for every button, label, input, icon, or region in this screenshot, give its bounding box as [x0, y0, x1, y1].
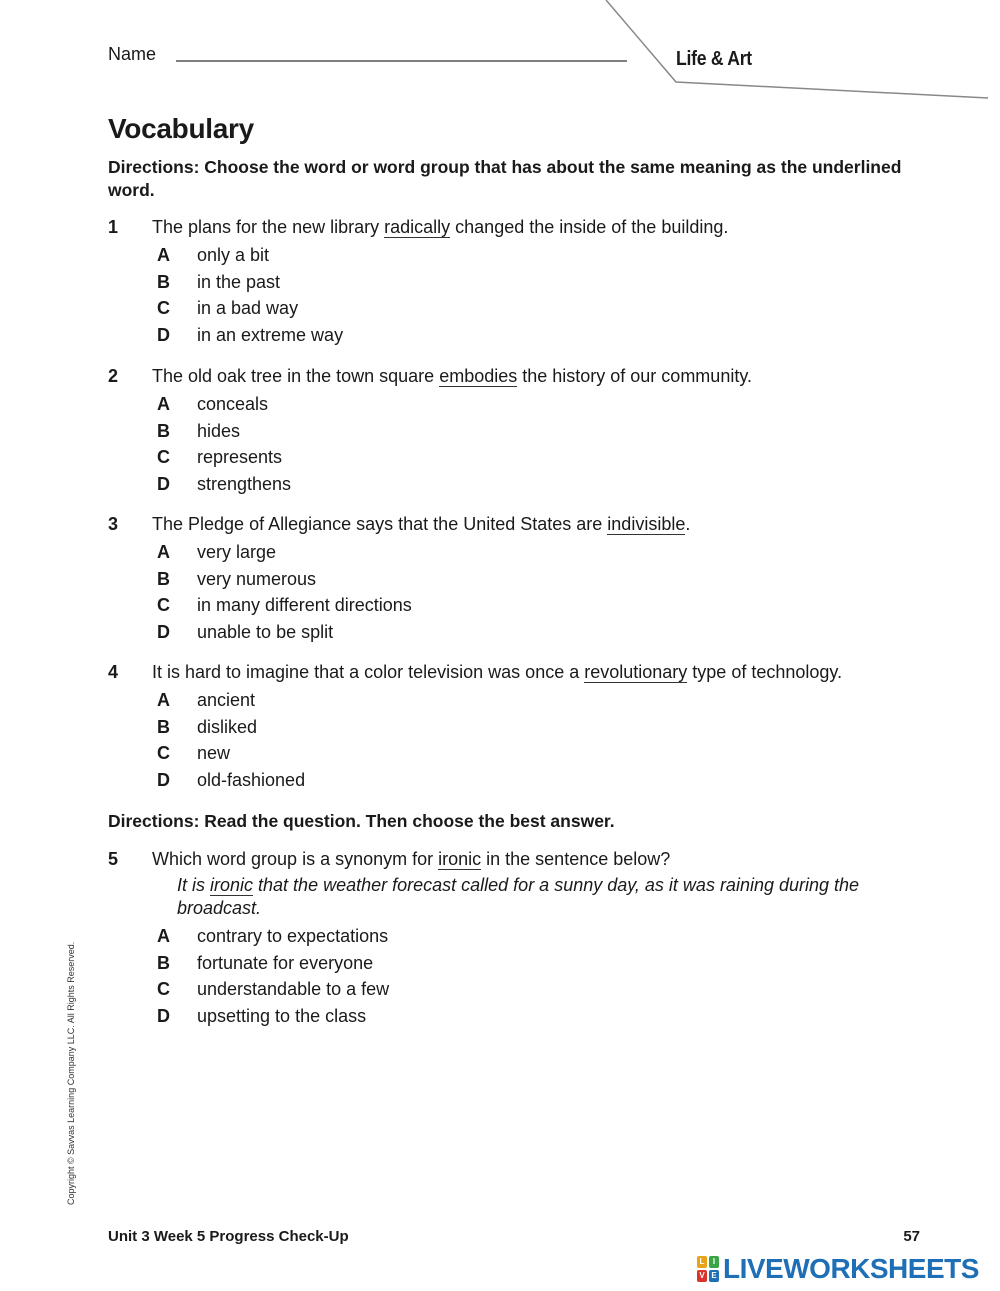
- question-stem: [108, 660, 958, 684]
- underlined-word: indivisible: [607, 514, 686, 534]
- name-label: Name: [108, 44, 157, 64]
- option-letter: C: [157, 743, 170, 763]
- section-title: Vocabulary: [108, 113, 254, 144]
- option-text: very large: [197, 542, 277, 562]
- logo-tile: L: [697, 1256, 707, 1268]
- answer-option[interactable]: [108, 1003, 958, 1030]
- answer-option[interactable]: [108, 976, 958, 1003]
- question-number: 5: [108, 849, 119, 869]
- option-text: very numerous: [197, 568, 317, 589]
- answer-options: [108, 242, 958, 348]
- option-letter: C: [157, 298, 170, 318]
- answer-option[interactable]: [108, 539, 958, 566]
- answer-option[interactable]: [108, 714, 958, 741]
- option-text: conceals: [197, 394, 269, 414]
- question-2: [108, 364, 958, 497]
- option-letter: D: [157, 621, 170, 642]
- answer-option[interactable]: [108, 322, 958, 349]
- option-letter: A: [157, 245, 170, 265]
- option-text: hides: [197, 420, 241, 441]
- option-text: in a bad way: [197, 298, 299, 318]
- option-text: only a bit: [197, 245, 270, 265]
- directions-1: Directions: Choose the word or word group that has about the same meaning as the underlined word.: [108, 157, 902, 200]
- answer-options: [108, 923, 958, 1029]
- answer-options: [108, 687, 958, 793]
- answer-option[interactable]: [108, 619, 958, 646]
- option-text: old-fashioned: [197, 769, 306, 790]
- answer-option[interactable]: [108, 391, 958, 418]
- example-after: that the weather forecast called for a sunny day, as it was raining during the broadcast.: [177, 875, 860, 918]
- option-letter: D: [157, 324, 170, 345]
- stem-after: in the sentence below?: [481, 849, 671, 869]
- question-number: 3: [108, 514, 119, 534]
- option-text: represents: [197, 447, 283, 467]
- answer-options: [108, 391, 958, 497]
- option-letter: A: [157, 690, 170, 710]
- option-text: in many different directions: [197, 595, 412, 615]
- option-text: upsetting to the class: [197, 1005, 367, 1026]
- stem-before: The plans for the new library: [152, 217, 385, 237]
- question-stem: [108, 847, 958, 871]
- underlined-word: revolutionary: [584, 662, 688, 682]
- stem-after: changed the inside of the building.: [450, 217, 729, 237]
- question-text: [152, 364, 752, 388]
- example-underlined-word: ironic: [210, 875, 254, 895]
- option-letter: B: [157, 568, 170, 589]
- option-text: new: [197, 743, 231, 763]
- question-1: [108, 215, 958, 348]
- answer-option[interactable]: [108, 471, 958, 498]
- question-stem: [108, 215, 958, 239]
- option-text: disliked: [197, 716, 258, 737]
- answer-option[interactable]: [108, 444, 958, 471]
- option-letter: A: [157, 542, 170, 562]
- option-text: ancient: [197, 690, 256, 710]
- logo-tile: E: [709, 1270, 719, 1282]
- answer-option[interactable]: [108, 687, 958, 714]
- directions-2: Directions: Read the question. Then choose the best answer.: [108, 811, 615, 831]
- option-text: in an extreme way: [197, 324, 344, 345]
- option-letter: B: [157, 271, 170, 292]
- unit-tab-border: [606, 0, 988, 98]
- option-letter: D: [157, 1005, 170, 1026]
- option-text: strengthens: [197, 473, 292, 494]
- question-text: [152, 215, 728, 239]
- answer-option[interactable]: [108, 592, 958, 619]
- stem-before: It is hard to imagine that a color television was once a: [152, 662, 585, 682]
- brand-text: LIVEWORKSHEETS: [723, 1253, 979, 1284]
- question-stem: [108, 364, 958, 388]
- copyright-notice: Copyright © Savvas Learning Company LLC. All Rights Reserved.: [66, 941, 76, 1205]
- option-letter: C: [157, 447, 170, 467]
- stem-before: The Pledge of Allegiance says that the United States are: [152, 514, 608, 534]
- answer-option[interactable]: [108, 242, 958, 269]
- example-sentence: [177, 874, 917, 920]
- stem-after: .: [685, 514, 691, 534]
- question-4: [108, 660, 958, 793]
- unit-title: Life & Art: [676, 48, 752, 70]
- question-number: 1: [108, 217, 119, 237]
- question-text: [152, 660, 842, 684]
- stem-after: the history of our community.: [517, 366, 752, 386]
- option-text: unable to be split: [197, 621, 334, 642]
- question-number: 2: [108, 366, 119, 386]
- option-letter: A: [157, 394, 170, 414]
- option-letter: D: [157, 473, 170, 494]
- option-letter: C: [157, 595, 170, 615]
- answer-option[interactable]: [108, 767, 958, 794]
- footer-unit-label: Unit 3 Week 5 Progress Check-Up: [108, 1228, 349, 1245]
- stem-before: The old oak tree in the town square: [152, 366, 440, 386]
- question-3: [108, 512, 958, 645]
- example-before: It is: [177, 875, 211, 895]
- answer-option[interactable]: [108, 295, 958, 322]
- answer-option[interactable]: [108, 269, 958, 296]
- answer-option[interactable]: [108, 740, 958, 767]
- underlined-word: embodies: [439, 366, 518, 386]
- question-number: 4: [108, 662, 119, 682]
- question-text: [152, 847, 670, 871]
- question-5: [108, 847, 958, 1029]
- answer-option[interactable]: [108, 418, 958, 445]
- option-letter: C: [157, 979, 170, 999]
- answer-options: [108, 539, 958, 645]
- option-text: in the past: [197, 271, 281, 292]
- liveworksheets-brand: [697, 1253, 979, 1285]
- liveworksheets-logo-icon: [697, 1256, 719, 1282]
- option-letter: B: [157, 716, 170, 737]
- option-text: contrary to expectations: [197, 926, 389, 946]
- option-letter: B: [157, 952, 170, 973]
- stem-after: type of technology.: [687, 662, 843, 682]
- question-stem: [108, 512, 958, 536]
- option-letter: A: [157, 926, 170, 946]
- question-text: [152, 512, 690, 536]
- logo-tile: V: [697, 1270, 707, 1282]
- page-number: 57: [903, 1228, 920, 1245]
- option-text: fortunate for everyone: [197, 952, 374, 973]
- option-letter: B: [157, 420, 170, 441]
- option-text: understandable to a few: [197, 979, 390, 999]
- logo-tile: I: [709, 1256, 719, 1268]
- underlined-word: ironic: [438, 849, 482, 869]
- stem-before: Which word group is a synonym for: [152, 849, 439, 869]
- answer-option[interactable]: [108, 566, 958, 593]
- option-letter: D: [157, 769, 170, 790]
- underlined-word: radically: [384, 217, 451, 237]
- answer-option[interactable]: [108, 923, 958, 950]
- answer-option[interactable]: [108, 950, 958, 977]
